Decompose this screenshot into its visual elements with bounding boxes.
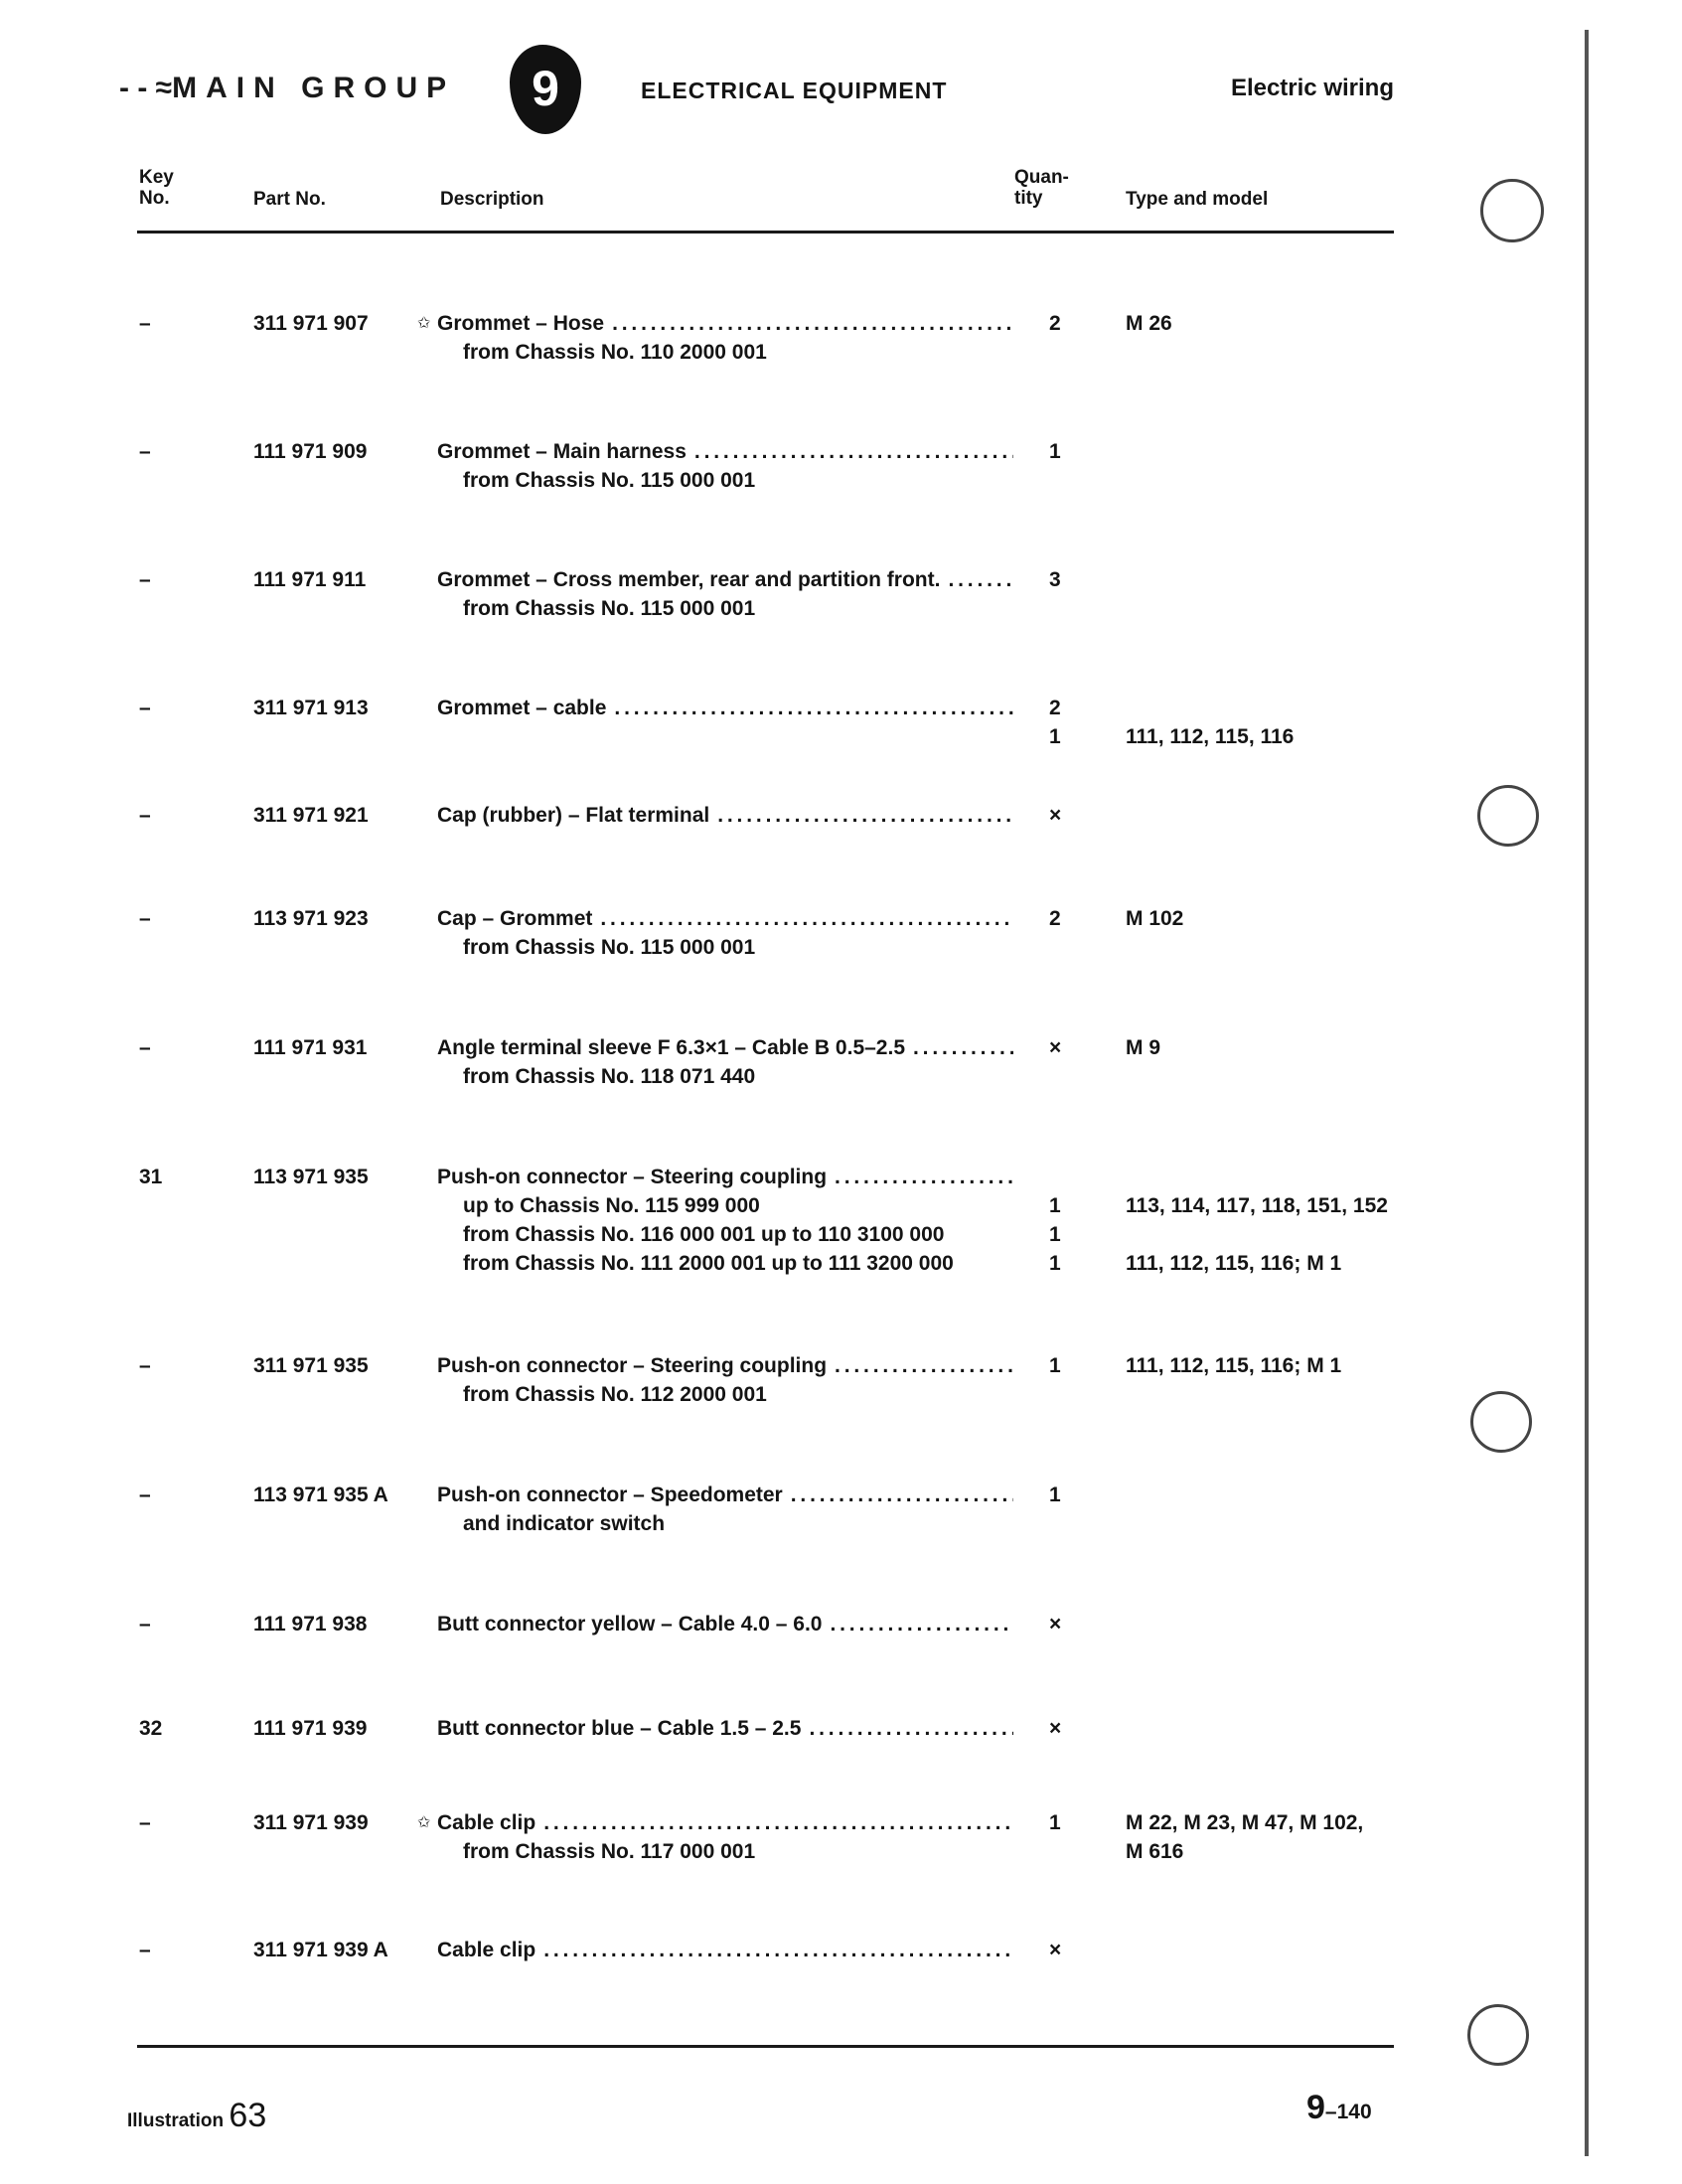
binder-hole-3 — [1470, 1391, 1532, 1453]
description-subline: up to Chassis No. 115 999 000 — [463, 1194, 760, 1217]
type-value: M 22, M 23, M 47, M 102, — [1126, 1811, 1364, 1834]
part-description — [437, 1714, 1013, 1743]
type-subvalue: 111, 112, 115, 116; M 1 — [1126, 1252, 1342, 1275]
description-text: Butt connector blue – Cable 1.5 – 2.5 — [437, 1717, 802, 1740]
quantity-value: × — [1049, 1613, 1062, 1636]
part-number: 111 971 938 — [253, 1613, 368, 1636]
column-header-type: Type and model — [1126, 189, 1269, 210]
part-number: 111 971 931 — [253, 1036, 368, 1059]
quantity — [1049, 1714, 1061, 1743]
part-number: 113 971 935 A — [253, 1483, 388, 1506]
quantity — [1049, 904, 1061, 933]
description-text: Grommet – Cross member, rear and partition front. — [437, 568, 941, 591]
part-description — [437, 1481, 1013, 1538]
leader-dots — [809, 1714, 1013, 1743]
star-icon: ✩ — [417, 315, 431, 332]
binder-hole-4 — [1467, 2004, 1529, 2066]
main-group-label: - - ≈MAIN GROUP — [119, 72, 456, 104]
quantity — [1049, 309, 1061, 338]
key-number: – — [139, 440, 151, 463]
description-subline: and indicator switch — [463, 1512, 666, 1535]
type-value — [1126, 1936, 1132, 1964]
category-title: ELECTRICAL EQUIPMENT — [641, 78, 948, 103]
leader-dots — [791, 1481, 1013, 1509]
binder-hole-1 — [1480, 179, 1544, 242]
key-number: – — [139, 1811, 151, 1834]
type-and-model — [1126, 309, 1172, 338]
description-subline: from Chassis No. 117 000 001 — [463, 1840, 756, 1863]
leader-dots — [835, 1351, 1013, 1380]
type-value — [1126, 1610, 1132, 1638]
type-value: M 102 — [1126, 907, 1184, 930]
description-text: Grommet – cable — [437, 697, 607, 719]
part-description — [437, 1808, 1013, 1866]
description-text: Cap (rubber) – Flat terminal — [437, 804, 710, 827]
type-value — [1126, 1163, 1388, 1191]
part-number: 311 971 913 — [253, 697, 369, 719]
type-and-model — [1126, 694, 1294, 751]
part-description — [437, 1610, 1013, 1638]
key-number: – — [139, 1939, 151, 1961]
type-value: M 26 — [1126, 312, 1172, 335]
key-number: – — [139, 697, 151, 719]
type-subvalue: 111, 112, 115, 116 — [1126, 725, 1295, 748]
type-subvalue: M 616 — [1126, 1840, 1184, 1863]
part-description — [437, 694, 1013, 751]
description-subline: from Chassis No. 115 000 001 — [463, 597, 756, 620]
part-number: 111 971 909 — [253, 440, 368, 463]
leader-dots — [612, 309, 1013, 338]
part-description — [437, 904, 1013, 962]
quantity-subvalue: 1 — [1049, 1252, 1061, 1275]
quantity — [1049, 437, 1061, 466]
leader-dots — [830, 1610, 1013, 1638]
quantity-value — [1049, 1163, 1061, 1191]
part-description — [437, 437, 1013, 495]
description-text: Grommet – Main harness — [437, 440, 687, 463]
type-subvalue — [1126, 1220, 1388, 1249]
column-header-description: Description — [440, 189, 544, 210]
key-number: 32 — [139, 1717, 163, 1740]
quantity — [1049, 1033, 1061, 1062]
description-text: Cap – Grommet — [437, 907, 593, 930]
part-number: 113 971 923 — [253, 907, 369, 930]
quantity-value: × — [1049, 804, 1062, 827]
type-and-model — [1126, 1163, 1388, 1278]
quantity — [1049, 1610, 1061, 1638]
quantity-value: 1 — [1049, 1354, 1061, 1377]
leader-dots — [543, 1936, 1013, 1964]
description-text: Cable clip — [437, 1939, 536, 1961]
binder-hole-2 — [1477, 785, 1539, 847]
part-number: 111 971 939 — [253, 1717, 368, 1740]
quantity — [1049, 1808, 1061, 1866]
key-number: – — [139, 1483, 151, 1506]
part-number: 311 971 939 — [253, 1811, 369, 1834]
description-text: Grommet – Hose — [437, 312, 605, 335]
part-number: 113 971 935 — [253, 1166, 369, 1188]
description-subline: from Chassis No. 116 000 001 up to 110 3100 000 — [463, 1223, 945, 1246]
type-value: M 9 — [1126, 1036, 1161, 1059]
description-text: Push-on connector – Steering coupling — [437, 1354, 828, 1377]
quantity-value: 3 — [1049, 568, 1061, 591]
type-and-model — [1126, 1033, 1160, 1062]
column-header-quantity: Quan- tity — [1014, 167, 1069, 209]
description-subline: from Chassis No. 110 2000 001 — [463, 341, 767, 364]
description-subline: from Chassis No. 111 2000 001 up to 111 3200 000 — [463, 1252, 954, 1275]
description-text: Butt connector yellow – Cable 4.0 – 6.0 — [437, 1613, 823, 1636]
section-subtitle: Electric wiring — [1230, 75, 1394, 101]
key-number: – — [139, 804, 151, 827]
part-number: 311 971 921 — [253, 804, 369, 827]
type-value: 111, 112, 115, 116; M 1 — [1126, 1354, 1342, 1377]
type-and-model — [1126, 1936, 1132, 1964]
type-and-model — [1126, 1610, 1132, 1638]
description-subline: from Chassis No. 115 000 001 — [463, 936, 756, 959]
description-subline: from Chassis No. 112 2000 001 — [463, 1383, 767, 1406]
part-description — [437, 1351, 1013, 1409]
header-divider — [137, 231, 1394, 234]
type-and-model — [1126, 904, 1183, 933]
part-number: 311 971 907 — [253, 312, 369, 335]
part-description — [437, 1936, 1013, 1964]
key-number: – — [139, 312, 151, 335]
type-subvalue: 113, 114, 117, 118, 151, 152 — [1126, 1194, 1388, 1217]
quantity-value: × — [1049, 1717, 1062, 1740]
type-and-model — [1126, 1351, 1341, 1380]
part-number: 311 971 939 A — [253, 1939, 388, 1961]
quantity — [1049, 565, 1061, 594]
key-number: 31 — [139, 1166, 163, 1188]
quantity — [1049, 1163, 1061, 1278]
part-description — [437, 801, 1013, 830]
leader-dots — [614, 694, 1013, 722]
type-value — [1126, 801, 1132, 830]
description-text: Push-on connector – Speedometer — [437, 1483, 783, 1506]
illustration-reference: Illustration 63 — [127, 2097, 267, 2134]
leader-dots — [948, 565, 1013, 594]
quantity-value: × — [1049, 1036, 1062, 1059]
type-value — [1126, 565, 1132, 594]
description-text: Angle terminal sleeve F 6.3×1 – Cable B 0.5–2.5 — [437, 1036, 905, 1059]
footer-divider — [137, 2045, 1394, 2048]
quantity-value: × — [1049, 1939, 1062, 1961]
type-and-model — [1126, 565, 1132, 594]
quantity-value: 2 — [1049, 697, 1061, 719]
description-subline — [437, 722, 1013, 751]
part-number: 111 971 911 — [253, 568, 367, 591]
type-and-model — [1126, 1808, 1363, 1866]
column-header-key: Key No. — [139, 167, 174, 209]
quantity-value: 1 — [1049, 440, 1061, 463]
quantity — [1049, 801, 1061, 830]
type-and-model — [1126, 801, 1132, 830]
part-description — [437, 565, 1013, 623]
type-and-model — [1126, 1714, 1132, 1743]
key-number: – — [139, 1354, 151, 1377]
key-number: – — [139, 907, 151, 930]
quantity-subvalue: 1 — [1049, 725, 1061, 748]
quantity-value: 1 — [1049, 1811, 1061, 1834]
type-value — [1126, 1714, 1132, 1743]
quantity — [1049, 1351, 1061, 1380]
description-text: Cable clip — [437, 1811, 536, 1834]
part-number: 311 971 935 — [253, 1354, 369, 1377]
leader-dots — [913, 1033, 1013, 1062]
part-description — [437, 1163, 1013, 1278]
quantity-value: 2 — [1049, 312, 1061, 335]
type-and-model — [1126, 437, 1132, 466]
quantity — [1049, 1936, 1061, 1964]
type-value — [1126, 1481, 1132, 1509]
part-description — [437, 309, 1013, 367]
leader-dots — [600, 904, 1013, 933]
leader-dots — [717, 801, 1013, 830]
page-number: 9–140 — [1306, 2089, 1372, 2126]
leader-dots — [835, 1163, 1013, 1191]
leader-dots — [694, 437, 1013, 466]
description-subline: from Chassis No. 118 071 440 — [463, 1065, 756, 1088]
type-value — [1126, 694, 1294, 722]
column-header-part: Part No. — [253, 189, 326, 210]
description-text: Push-on connector – Steering coupling — [437, 1166, 828, 1188]
description-subline: from Chassis No. 115 000 001 — [463, 469, 756, 492]
quantity — [1049, 694, 1061, 751]
binder-edge — [1585, 30, 1589, 2156]
key-number: – — [139, 1613, 151, 1636]
leader-dots — [543, 1808, 1013, 1837]
key-number: – — [139, 1036, 151, 1059]
type-and-model — [1126, 1481, 1132, 1509]
quantity-value: 2 — [1049, 907, 1061, 930]
quantity-subvalue — [1049, 1837, 1061, 1866]
star-icon: ✩ — [417, 1814, 431, 1831]
group-number-badge: 9 — [510, 45, 581, 134]
quantity-value: 1 — [1049, 1483, 1061, 1506]
part-description — [437, 1033, 1013, 1091]
quantity-subvalue: 1 — [1049, 1223, 1061, 1246]
key-number: – — [139, 568, 151, 591]
quantity — [1049, 1481, 1061, 1509]
type-value — [1126, 437, 1132, 466]
quantity-subvalue: 1 — [1049, 1194, 1061, 1217]
